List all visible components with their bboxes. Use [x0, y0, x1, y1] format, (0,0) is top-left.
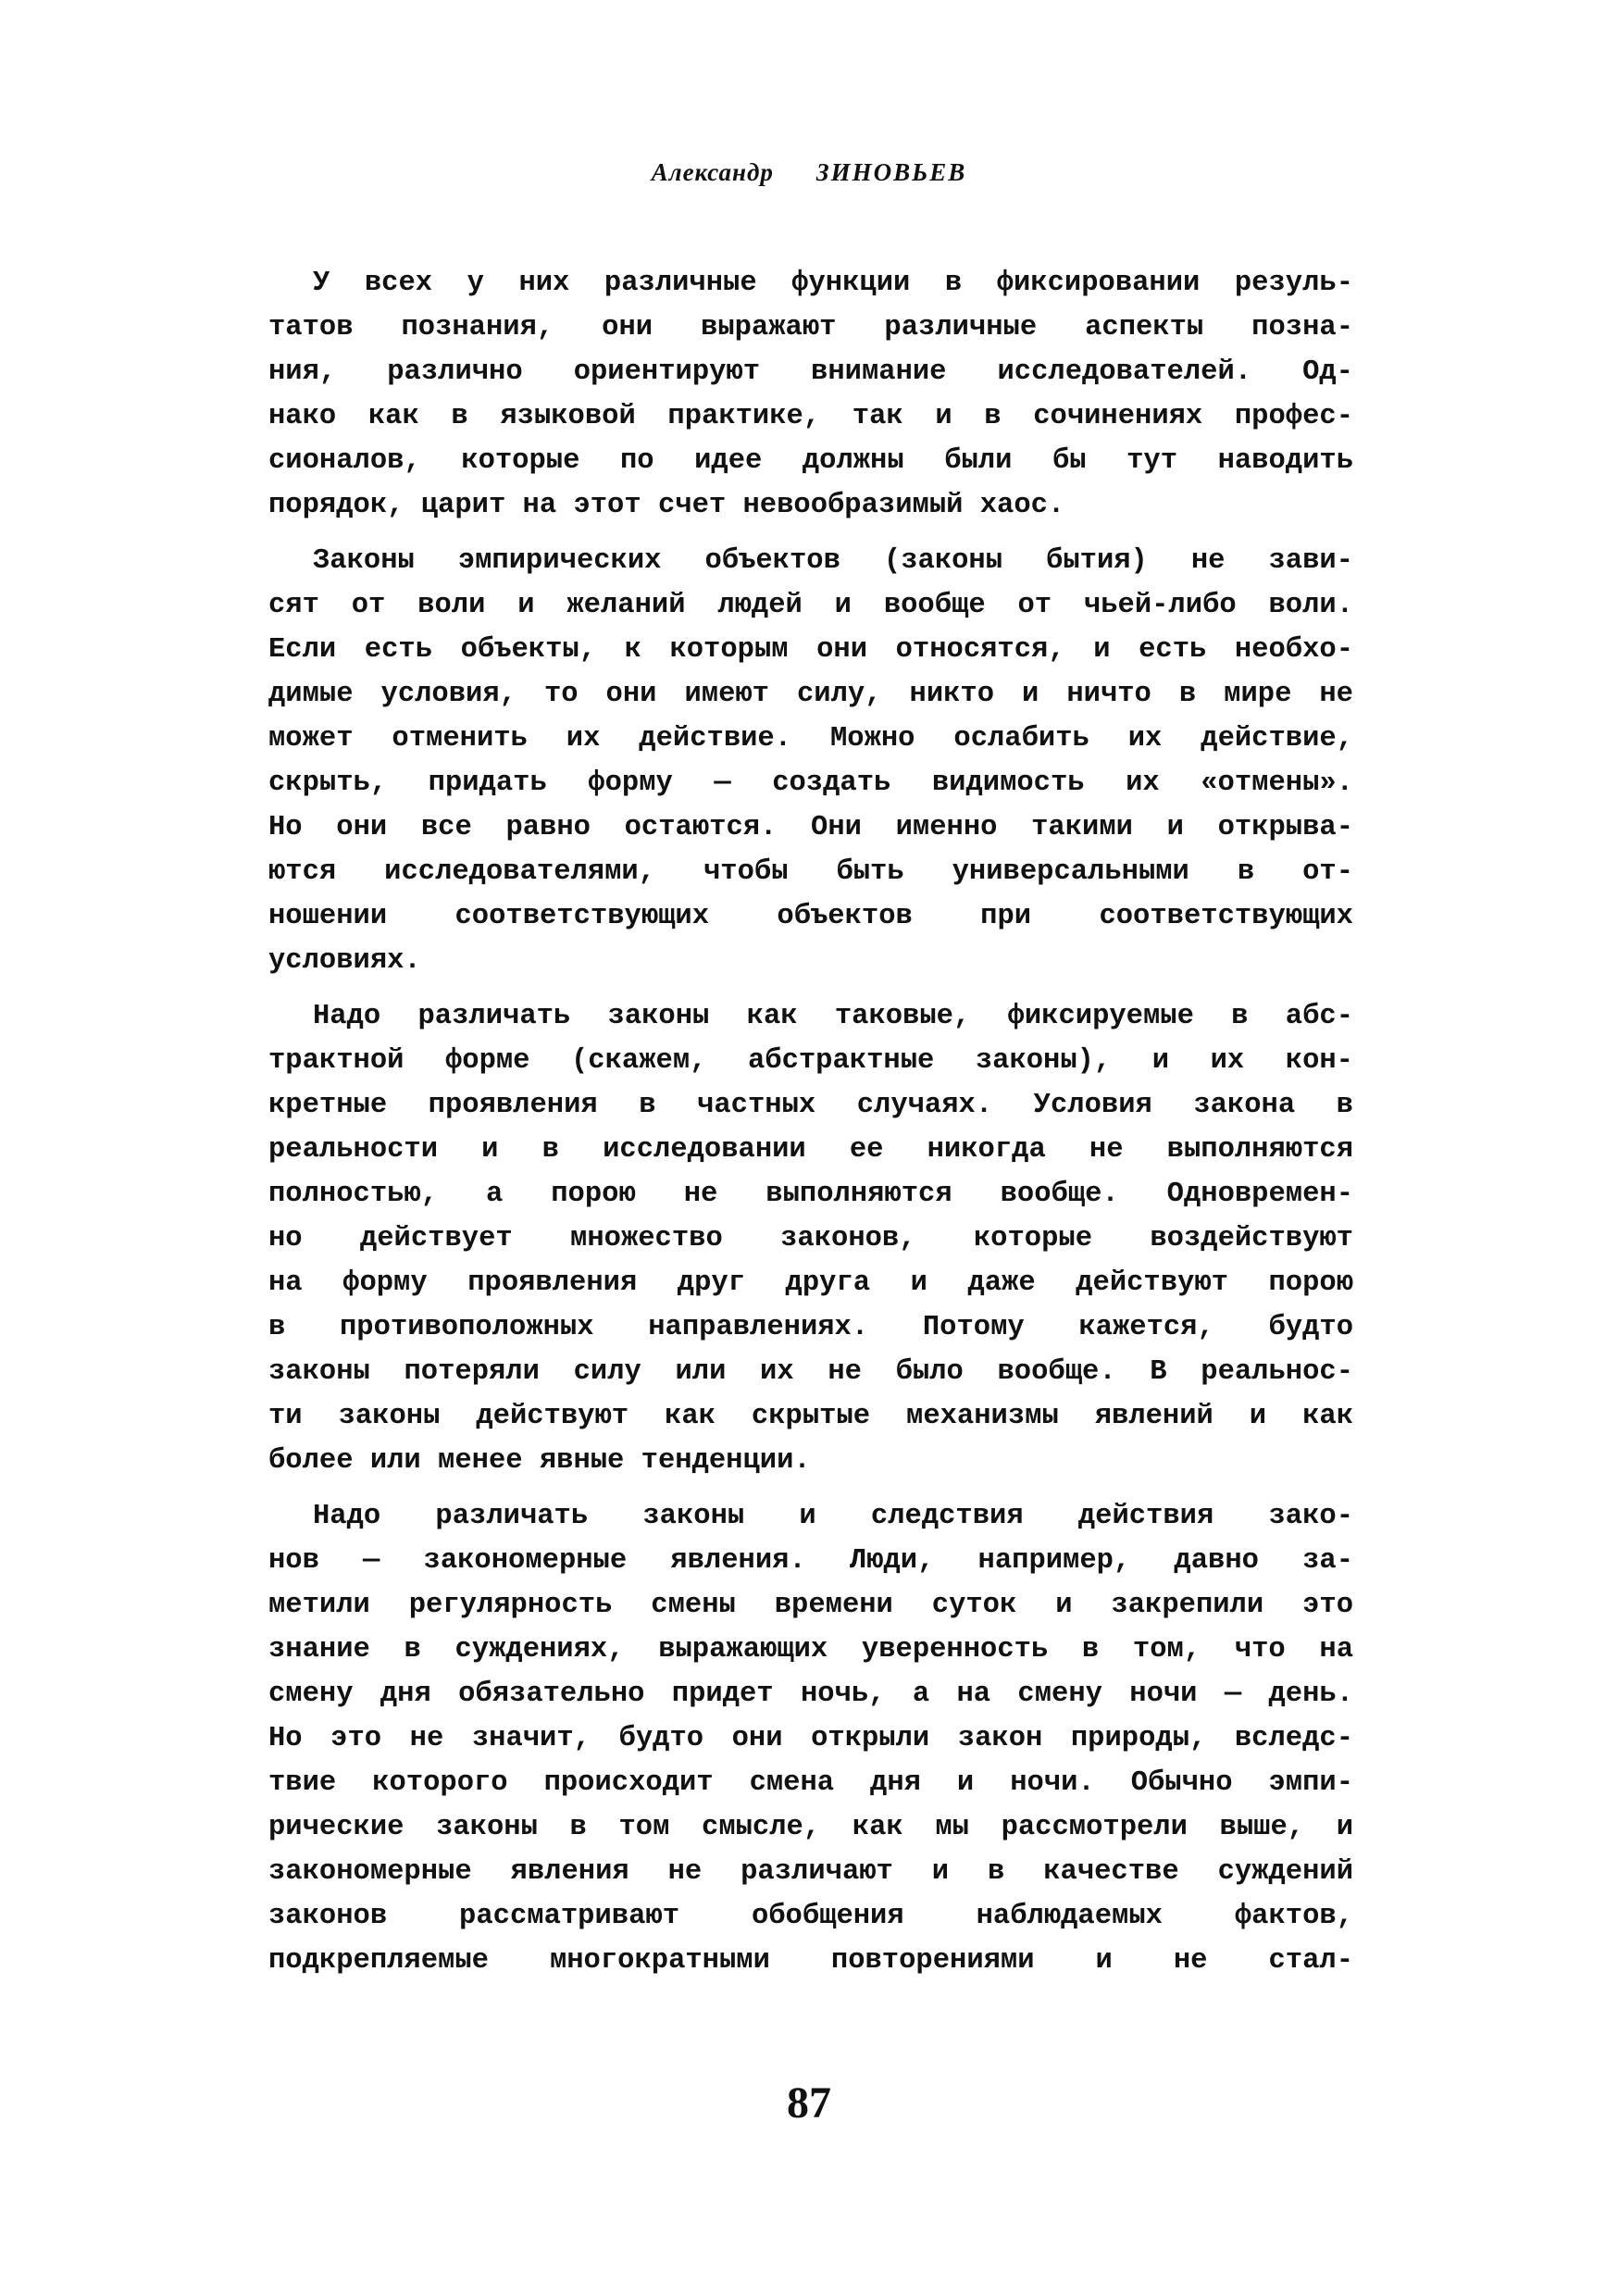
text-line: Надо различать законы и следствия действия зако- [313, 1501, 1353, 1532]
text-line: ти законы действуют как скрытые механизмы явлений и как [268, 1401, 1353, 1432]
text-line: законы потеряли силу или их не было вообще. В реальнос- [268, 1356, 1353, 1388]
text-line: скрыть, придать форму — создать видимость их «отмены». [268, 767, 1353, 799]
text-line: знание в суждениях, выражающих уверенность в том, что на [268, 1634, 1353, 1666]
text-line: Если есть объекты, к которым они относятся, и есть необхо- [268, 634, 1353, 666]
text-line: может отменить их действие. Можно ослабить их действие, [268, 723, 1353, 755]
text-line: рические законы в том смысле, как мы рассмотрели выше, и [268, 1812, 1353, 1843]
text-line: Но они все равно остаются. Они именно такими и открыва- [268, 812, 1353, 843]
text-line: закономерные явления не различают и в качестве суждений [268, 1856, 1353, 1888]
paragraph [268, 539, 1353, 983]
text-line: татов познания, они выражают различные аспекты позна- [268, 312, 1353, 343]
text-line: метили регулярность смены времени суток и закрепили это [268, 1590, 1353, 1621]
text-line: полностью, а порою не выполняются вообще. Одновремен- [268, 1179, 1353, 1210]
text-line: условиях. [268, 945, 421, 977]
text-line: законов рассматривают обобщения наблюдаемых фактов, [268, 1901, 1353, 1932]
paragraph [268, 994, 1353, 1483]
paragraph [268, 1494, 1353, 1983]
text-line: нако как в языковой практике, так и в сочинениях профес- [268, 401, 1353, 432]
text-line: кретные проявления в частных случаях. Условия закона в [268, 1090, 1353, 1121]
text-line: Надо различать законы как таковые, фиксируемые в абс- [313, 1001, 1353, 1032]
text-line: твие которого происходит смена дня и ночи. Обычно эмпи- [268, 1767, 1353, 1799]
author-first-name: Александр [651, 158, 774, 186]
text-line: ношении соответствующих объектов при соответствующих [268, 901, 1353, 932]
text-line: сионалов, которые по идее должны были бы тут наводить [268, 445, 1353, 477]
paragraph [268, 261, 1353, 528]
text-line: нов — закономерные явления. Люди, например, давно за- [268, 1545, 1353, 1577]
text-line: Законы эмпирических объектов (законы бытия) не зави- [313, 545, 1353, 577]
text-line: на форму проявления друг друга и даже действуют порою [268, 1267, 1353, 1299]
text-line: У всех у них различные функции в фиксировании резуль- [313, 268, 1353, 299]
text-line: реальности и в исследовании ее никогда не выполняются [268, 1134, 1353, 1166]
text-line: сят от воли и желаний людей и вообще от чьей-либо воли. [268, 590, 1353, 621]
text-line: но действует множество законов, которые воздействуют [268, 1223, 1353, 1254]
text-line: в противоположных направлениях. Потому кажется, будто [268, 1312, 1353, 1343]
text-line: димые условия, то они имеют силу, никто и ничто в мире не [268, 679, 1353, 710]
page-number: 87 [787, 2078, 831, 2128]
body-text [268, 261, 1353, 1994]
text-line: Но это не значит, будто они открыли закон природы, вследс- [268, 1723, 1353, 1754]
text-line: ются исследователями, чтобы быть универсальными в от- [268, 856, 1353, 888]
author-last-name: ЗИНОВЬЕВ [815, 158, 967, 186]
text-line: более или менее явные тенденции. [268, 1445, 811, 1477]
text-line: подкрепляемые многократными повторениями и не стал- [268, 1945, 1353, 1977]
text-line: порядок, царит на этот счет невообразимый хаос. [268, 490, 1065, 521]
running-head [0, 156, 1618, 189]
text-line: ния, различно ориентируют внимание исследователей. Од- [268, 356, 1353, 388]
text-line: смену дня обязательно придет ночь, а на смену ночи — день. [268, 1678, 1353, 1710]
text-line: трактной форме (скажем, абстрактные законы), и их кон- [268, 1045, 1353, 1077]
